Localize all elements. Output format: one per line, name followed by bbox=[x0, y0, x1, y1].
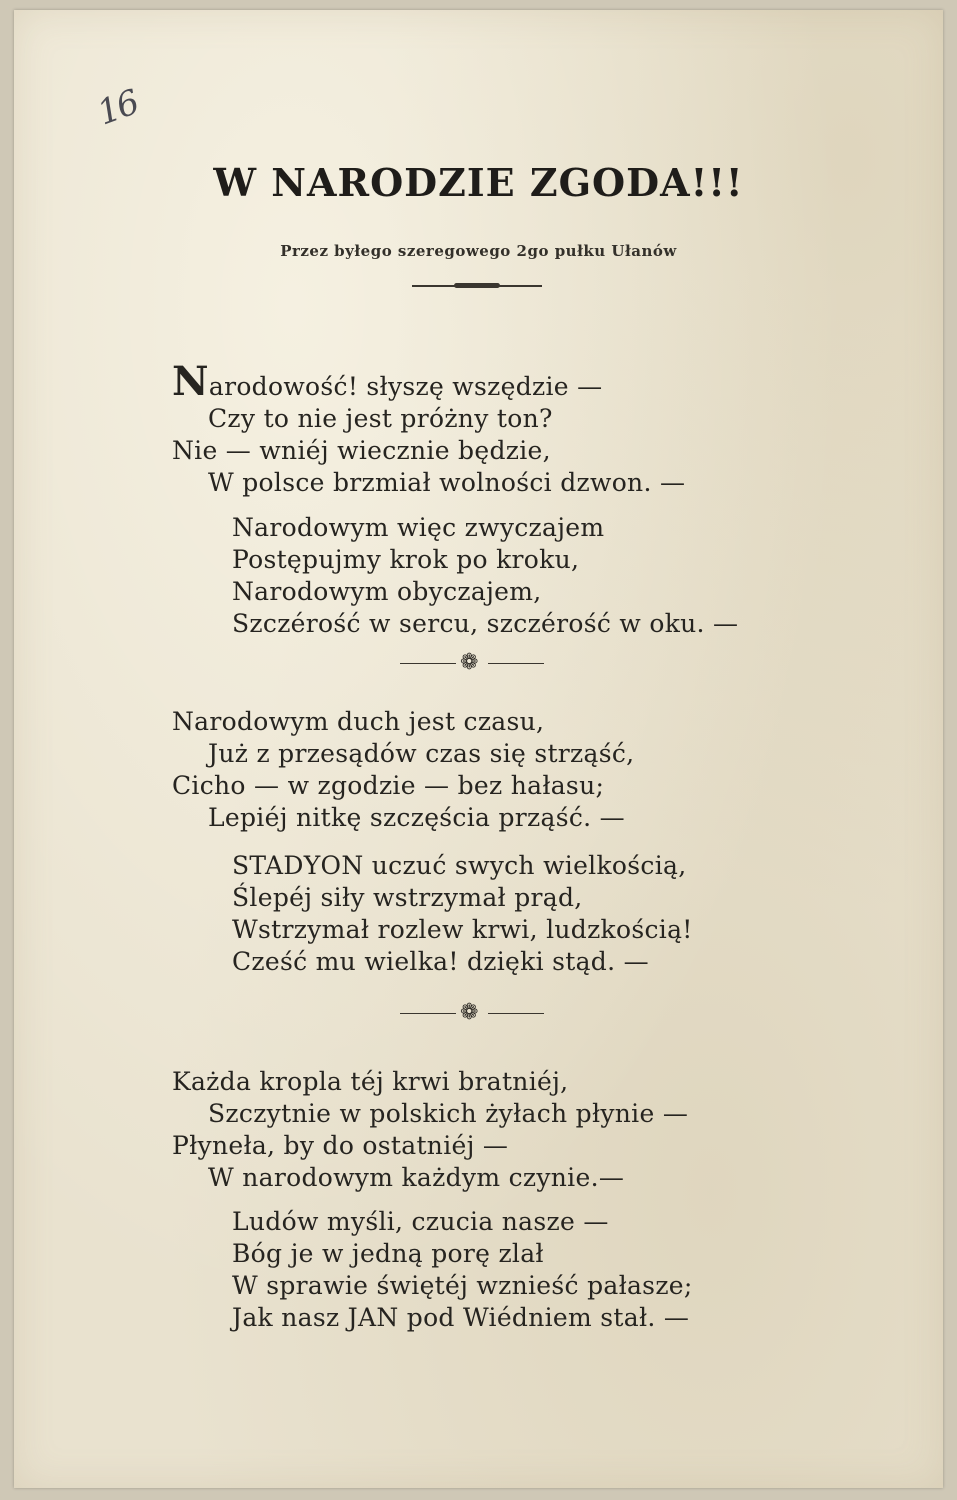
ornament-rule-left bbox=[400, 1013, 456, 1014]
verse-line: Wstrzymał rozlew krwi, ludzkością! bbox=[232, 915, 693, 944]
verse-line: Szczytnie w polskich żyłach płynie — bbox=[208, 1099, 689, 1128]
page-subtitle: Przez byłego szeregowego 2go pułku Ułanów bbox=[280, 242, 677, 260]
verse-line-text: arodowość! słyszę wszędzie — bbox=[208, 372, 603, 401]
ornament-rule-right bbox=[488, 663, 544, 664]
verse-line: Szczérość w sercu, szczérość w oku. — bbox=[232, 609, 739, 638]
stanza-3-part-a bbox=[172, 1066, 688, 1194]
verse-line: W sprawie świętéj wznieść pałasze; bbox=[232, 1271, 693, 1300]
stanza-1-part-b bbox=[172, 512, 738, 640]
handwritten-page-number: 16 bbox=[92, 82, 143, 134]
stanza-2-part-a bbox=[172, 706, 634, 834]
verse-line: Cicho — w zgodzie — bez hałasu; bbox=[172, 771, 605, 800]
verse-line: W polsce brzmiał wolności dzwon. — bbox=[208, 468, 686, 497]
drop-cap: N bbox=[172, 358, 209, 405]
ornament-rule-right bbox=[488, 1013, 544, 1014]
verse-line: Narodowym duch jest czasu, bbox=[172, 707, 545, 736]
verse-line: Narodowym więc zwyczajem bbox=[232, 513, 605, 542]
verse-line: Cześć mu wielka! dzięki stąd. — bbox=[232, 947, 649, 976]
verse-line: Narodowym obyczajem, bbox=[232, 577, 542, 606]
stanza-2-part-b bbox=[172, 850, 693, 978]
verse-line: Jak nasz JAN pod Wiédniem stał. — bbox=[232, 1303, 690, 1332]
verse-line: Postępujmy krok po kroku, bbox=[232, 545, 580, 574]
rosette-ornament-icon: ❁ bbox=[460, 1000, 479, 1025]
page-title: W NARODZIE ZGODA!!! bbox=[213, 160, 744, 205]
stanza-3-part-b bbox=[172, 1206, 693, 1334]
verse-line: Nie — wniéj wiecznie będzie, bbox=[172, 436, 551, 465]
verse-line: Każda kropla téj krwi bratniéj, bbox=[172, 1067, 569, 1096]
verse-line: Czy to nie jest próżny ton? bbox=[208, 404, 553, 433]
verse-line: Już z przesądów czas się strząść, bbox=[208, 739, 635, 768]
verse-line: Bóg je w jedną porę zlał bbox=[232, 1239, 544, 1268]
verse-line: STADYON uczuć swych wielkością, bbox=[232, 851, 687, 880]
verse-line: Ludów myśli, czucia nasze — bbox=[232, 1207, 609, 1236]
verse-line: Ślepéj siły wstrzymał prąd, bbox=[232, 883, 583, 912]
divider-rule-thick bbox=[454, 283, 500, 288]
rosette-ornament-icon: ❁ bbox=[460, 650, 479, 675]
stanza-1-part-a bbox=[172, 358, 686, 499]
verse-line bbox=[172, 358, 685, 405]
verse-line: Lepiéj nitkę szczęścia prząść. — bbox=[208, 803, 625, 832]
verse-line: Płyneła, by do ostatniéj — bbox=[172, 1131, 509, 1160]
verse-line: W narodowym każdym czynie.— bbox=[208, 1163, 625, 1192]
document-page bbox=[14, 10, 943, 1488]
ornament-rule-left bbox=[400, 663, 456, 664]
